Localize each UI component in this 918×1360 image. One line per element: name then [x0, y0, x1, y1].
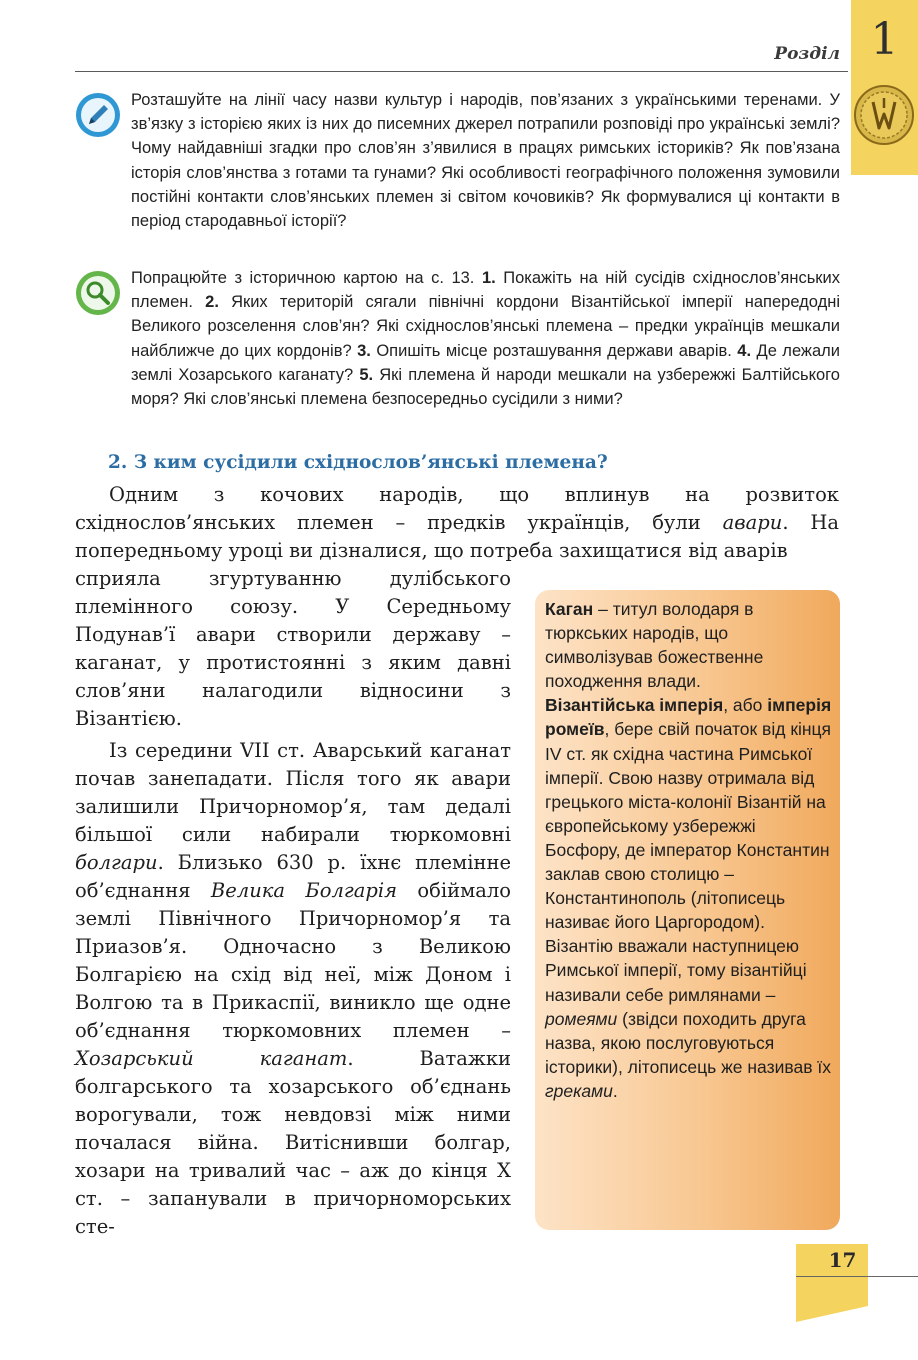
- glossary-entry-kagan: [545, 597, 835, 693]
- q1-number: 1.: [481, 269, 496, 287]
- header-rule: [75, 71, 848, 72]
- q2-number: 2.: [205, 293, 219, 312]
- task-text-1: [75, 88, 840, 233]
- task1-body: Розташуйте на лінії часу назви культур і народів, пов’язаних з українськими теренами. У зв’язку з історією яких із них до писемних джерел потрапили розповіді про українські землі? Чому найдавніші згадки про слов’ян з’явилися в працях римських істориків? Як пов’язана історія слов’янства з готами та гунами? Які особливості географічного положення зумовили постійні контакти слов’янських племен зі світом кочовиків? Як формувалися ці контакти в період стародавньої історії?: [131, 91, 840, 231]
- footer-rule: [796, 1276, 918, 1277]
- term-romaic-empire: імперія ромеїв: [545, 695, 832, 740]
- coin-icon: [853, 84, 915, 146]
- task2-body: [75, 266, 840, 411]
- def-kagan: – титул володаря в тюркських народів, що символізував божественне походження влади.: [545, 599, 764, 692]
- q5-text: Які племена й народи мешкали на узбережжі Балтійського моря? Які слов’янські племена безпосередньо сусідили з ними?: [131, 365, 840, 409]
- term-greeks: греками: [545, 1080, 613, 1101]
- paragraph-2: [75, 737, 511, 1241]
- paragraph-1-cont: сприяла згуртуванню дулібського племінного союзу. У Середньому Подунав’ї авари створили державу – каганат, у протистоянні з яким давні слов’яни налагодили відносини з Візантією.: [75, 567, 511, 730]
- p2-term-great-bulgaria: Велика Болгарія: [210, 879, 397, 902]
- paragraph-1-full: [75, 481, 839, 565]
- section-heading: 2. З ким сусідили східнослов’янські племена?: [108, 452, 608, 473]
- section-label: Розділ: [774, 44, 840, 64]
- q1-text: Покажіть на ній сусідів східнослов’янських племен.: [131, 269, 840, 312]
- q4-text: Де лежали землі Хозарського каганату?: [131, 341, 840, 384]
- task-text-2: [75, 266, 840, 411]
- page-number: 17: [828, 1248, 857, 1272]
- p2-term-khazar: Хозарський каганат: [75, 1047, 348, 1070]
- main-column: [75, 565, 511, 1241]
- q3-text: Опишіть місце розташування держави аварів.: [376, 341, 732, 360]
- def-byzantium-cont: (звідси походить друга назва, якою послуговуються історики), літописець же називав їх: [545, 1008, 831, 1077]
- p2-text-a: Із середини VII ст. Аварський каганат почав занепадати. Після того як авари залишили Причорномор’я, там дедалі більшої сили набирали тюркомовні: [75, 739, 511, 846]
- q3-number: 3.: [357, 341, 371, 360]
- glossary-text: [545, 597, 835, 1103]
- p2-text-b: . Близько 630 р. їхнє племінне об’єднання: [75, 851, 511, 902]
- chapter-number: 1: [870, 14, 899, 65]
- task2-intro: Попрацюйте з історичною картою на с. 13.: [131, 269, 475, 287]
- term-byzantine-empire: Візантійська імперія: [545, 695, 724, 716]
- p1-term-avars: авари: [722, 511, 783, 534]
- p1-text-a: Одним з кочових народів, що вплинув на розвиток східнослов’янських племен – предків українців, були: [75, 483, 839, 534]
- def-or: , або: [723, 695, 763, 716]
- def-end: .: [612, 1080, 618, 1101]
- q5-number: 5.: [359, 365, 374, 384]
- q2-text: Яких територій сягали північні кордони Візантійської імперії напередодні Великого розселення слов’ян? Які східнослов’янські племена – предки українців мешкали найближче до цих кордонів?: [131, 293, 840, 360]
- p2-text-d: . Ватажки болгарського та хозарського об’єднань ворогували, тож невдовзі між ними почалася війна. Витіснивши болгар, хозари на тривалий час – аж до кінця Х ст. – запанували в причорноморських сте-: [75, 1047, 511, 1238]
- p2-text-c: обіймало землі Північного Причорномор’я та Приазов’я. Одночасно з Великою Болгарією на схід від неї, між Доном і Волгою та в Прикаспії, виникло ще одне об’єднання тюркомовних племен –: [75, 879, 511, 1042]
- q4-number: 4.: [737, 341, 752, 360]
- def-byzantium: , бере свій початок від кінця IV ст. як східна частина Римської імперії. Свою назву отримала від грецького міста-колонії Візантій на європейському узбережжі Босфору, де імператор Константин заклав свою столицю – Константинополь (літописець називає його Царгородом). Візантію вважали наступницею Римської імперії, тому візантійці називали себе римлянами –: [545, 719, 832, 1005]
- p1-text-b: . На попередньому уроці ви дізналися, що потреба захищатися від аварів: [75, 511, 839, 562]
- term-kagan: Каган: [545, 599, 594, 619]
- glossary-entry-byzantium: [545, 693, 835, 1103]
- p2-term-bulgars: болгари: [75, 851, 158, 874]
- term-romaioi: ромеями: [545, 1008, 618, 1029]
